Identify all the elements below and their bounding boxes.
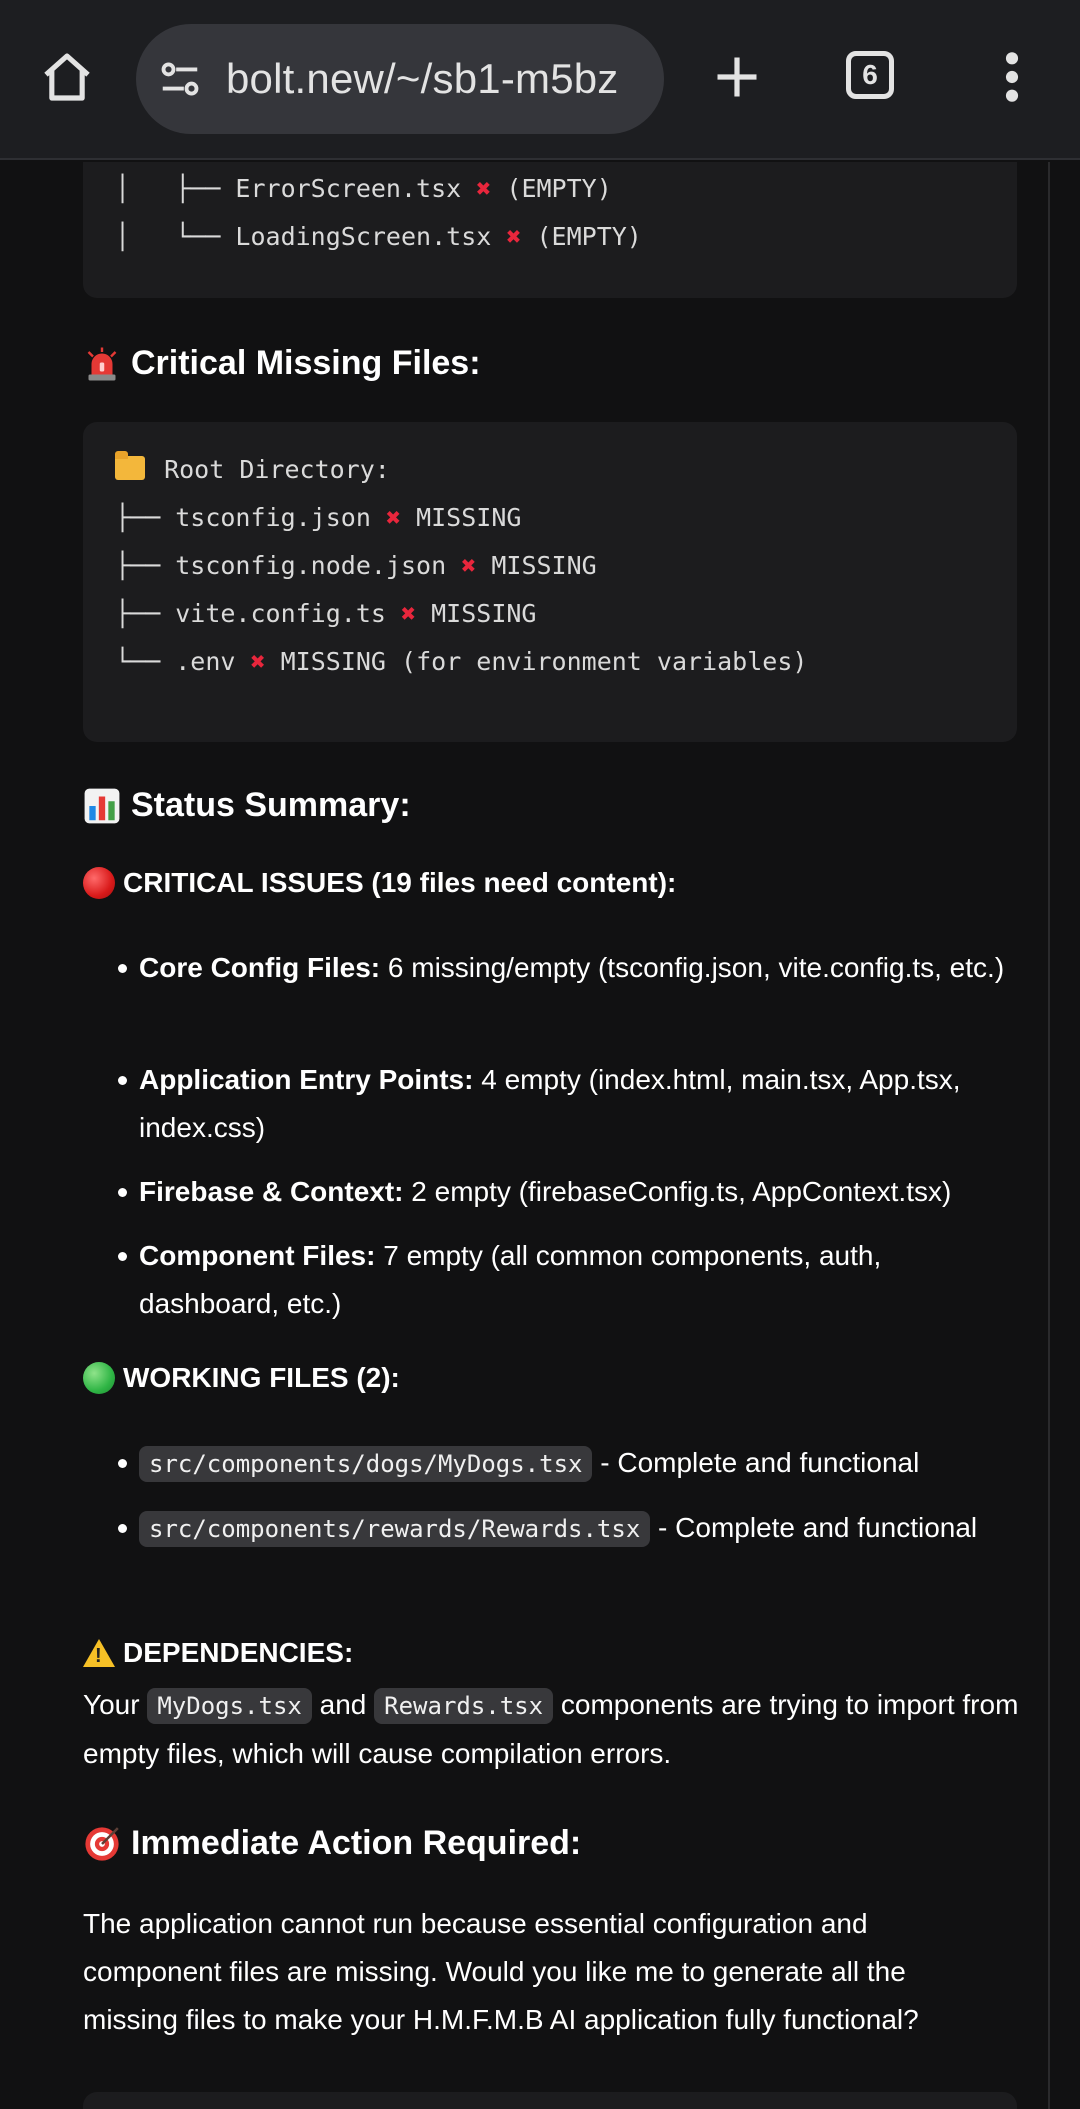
cross-icon: ✖ <box>506 222 522 251</box>
more-menu-icon[interactable] <box>980 40 1044 114</box>
text: and <box>311 1689 375 1720</box>
bullet <box>118 1188 127 1197</box>
file-name: tsconfig.json <box>175 503 371 532</box>
new-tab-icon[interactable] <box>700 40 774 114</box>
file-status: (EMPTY) <box>506 174 612 203</box>
tree-prefix: │ ├── <box>115 174 236 203</box>
item-label: Component Files: <box>139 1240 376 1271</box>
bullet <box>118 1252 127 1261</box>
item-label: Firebase & Context: <box>139 1176 404 1207</box>
tree-prefix: ├── <box>115 503 176 532</box>
item-text: - Complete and functional <box>650 1512 978 1543</box>
status-summary-heading <box>83 786 411 825</box>
heading-text: Immediate Action Required: <box>131 1824 582 1862</box>
text: components are trying to import from empty files, which will cause compilation errors. <box>83 1689 1019 1769</box>
address-bar[interactable] <box>136 24 664 134</box>
red-circle-icon <box>83 867 115 899</box>
working-files-heading <box>83 1362 400 1394</box>
item-label: Core Config Files: <box>139 952 381 983</box>
item-label: Application Entry Points: <box>139 1064 474 1095</box>
cross-icon: ✖ <box>401 599 417 628</box>
siren-icon <box>83 345 121 383</box>
item-text: 7 empty (all common components, auth, dashboard, etc.) <box>139 1240 882 1319</box>
tree-prefix: │ └── <box>115 222 236 251</box>
tree-prefix: └── <box>115 647 176 676</box>
dependencies-text <box>83 1681 1023 1778</box>
tree-line <box>115 213 642 261</box>
cross-icon: ✖ <box>385 503 402 532</box>
file-name: tsconfig.node.json <box>175 551 447 580</box>
heading-text: Critical Missing Files: <box>131 344 481 382</box>
folder-icon <box>115 456 145 480</box>
item-text: - Complete and functional <box>592 1447 920 1478</box>
next-code-block <box>83 2092 1017 2109</box>
chat-content[interactable] <box>0 162 1080 2109</box>
cross-icon: ✖ <box>250 647 266 676</box>
url-text[interactable]: bolt.new/~/sb1-m5bz <box>226 55 619 102</box>
tree-line <box>115 165 612 213</box>
file-status: MISSING <box>416 503 522 532</box>
tree-prefix: ├── <box>115 599 176 628</box>
bullet <box>118 1076 127 1085</box>
subheading-text: DEPENDENCIES: <box>123 1637 354 1668</box>
file-path-code: src/components/dogs/MyDogs.tsx <box>139 1446 592 1482</box>
root-label: Root Directory: <box>164 455 390 484</box>
missing-file-line <box>115 590 536 638</box>
tree-prefix: ├── <box>115 551 176 580</box>
file-status: MISSING (for environment variables) <box>280 647 808 676</box>
item-text: 6 missing/empty (tsconfig.json, vite.config.ts, etc.) <box>380 952 1005 983</box>
browser-toolbar <box>0 0 1080 160</box>
bar-chart-icon <box>83 787 121 825</box>
inline-code: MyDogs.tsx <box>147 1688 312 1724</box>
green-circle-icon <box>83 1362 115 1394</box>
file-status: MISSING <box>491 551 597 580</box>
home-icon[interactable] <box>30 40 104 114</box>
bullet <box>118 1459 127 1468</box>
item-text: 4 empty (index.html, main.tsx, App.tsx, index.css) <box>139 1064 961 1143</box>
file-name: .env <box>175 647 236 676</box>
root-label-line <box>115 446 390 494</box>
target-icon <box>83 1825 121 1863</box>
root-directory-code-block <box>83 422 1017 742</box>
tab-switcher-button[interactable] <box>846 51 894 99</box>
heading-text: Status Summary: <box>131 786 411 824</box>
text: Your <box>83 1689 148 1720</box>
site-settings-icon[interactable] <box>156 55 204 103</box>
critical-missing-heading <box>83 344 481 383</box>
inline-code: Rewards.tsx <box>374 1688 553 1724</box>
file-status: MISSING <box>431 599 537 628</box>
missing-file-line <box>115 542 597 590</box>
subheading-text: CRITICAL ISSUES (19 files need content): <box>123 867 677 898</box>
item-text: 2 empty (firebaseConfig.ts, AppContext.tsx) <box>403 1176 952 1207</box>
cross-icon: ✖ <box>476 174 492 203</box>
bullet <box>118 1524 127 1533</box>
immediate-action-heading <box>83 1824 581 1863</box>
dependencies-heading <box>83 1637 353 1669</box>
missing-file-line <box>115 494 521 542</box>
action-text: The application cannot run because essential configuration and component files are missing. Would you like me to generate all the missing files to make your H.M.F.M.B AI application fully functional? <box>83 1908 919 2035</box>
subheading-text: WORKING FILES (2): <box>123 1362 400 1393</box>
warning-icon: ! <box>83 1639 115 1667</box>
critical-issues-heading <box>83 867 676 899</box>
file-name: vite.config.ts <box>175 599 386 628</box>
file-name: LoadingScreen.tsx <box>235 222 492 251</box>
scroll-rail <box>1048 162 1050 2109</box>
missing-file-line <box>115 638 807 686</box>
file-name: ErrorScreen.tsx <box>235 174 462 203</box>
file-tree-code-block <box>83 162 1017 298</box>
cross-icon: ✖ <box>461 551 477 580</box>
file-path-code: src/components/rewards/Rewards.tsx <box>139 1511 650 1547</box>
bullet <box>118 964 127 973</box>
tab-count: 6 <box>862 59 878 90</box>
file-status: (EMPTY) <box>536 222 642 251</box>
